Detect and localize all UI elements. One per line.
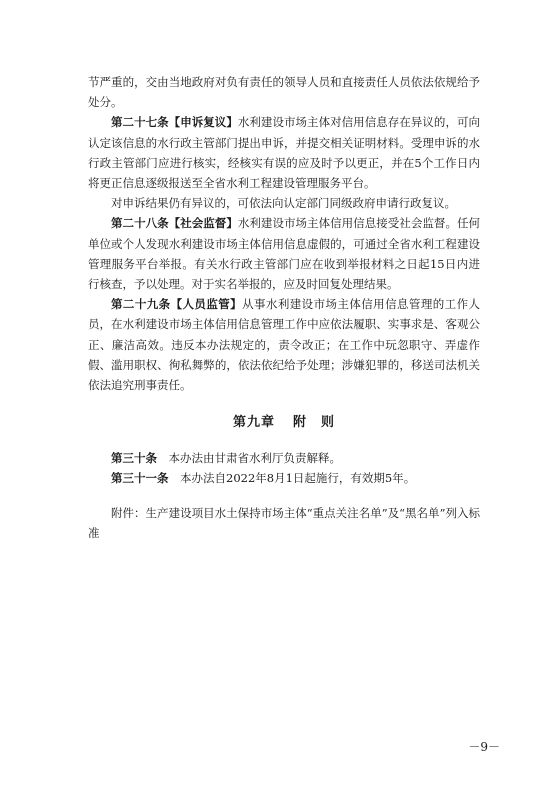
- article-28-text: 水利建设市场主体信用信息接受社会监督。任何单位或个人发现水利建设市场主体信用信息虚假的，可通过全省水利工程建设管理服务平台举报。有关水行政主管部门应在收到举报材料之日起15日内进行核查，予以处理。对于实名举报的，应及时回复处理结果。: [88, 216, 481, 292]
- paragraph-text: 节严重的，交由当地政府对负有责任的领导人员和直接责任人员依法依规给予处分。: [88, 75, 480, 110]
- article-27: [88, 112, 480, 193]
- article-27-paragraph-2: [88, 193, 480, 213]
- chapter-title: 附 则: [293, 415, 336, 431]
- attachment-note: [88, 503, 480, 543]
- article-31-text: 本办法自2022年8月1日起施行，有效期5年。: [180, 471, 416, 486]
- article-30: [88, 448, 480, 468]
- article-30-text: 本办法由甘肃省水利厅负责解释。: [168, 451, 341, 466]
- article-27-heading: 第二十七条【申诉复议】: [111, 115, 238, 130]
- article-29-heading: 第二十九条【人员监管】: [111, 297, 243, 312]
- article-31-heading: 第三十一条: [111, 471, 169, 486]
- chapter-number: 第九章: [232, 415, 275, 431]
- chapter-heading: [88, 411, 480, 430]
- article-29-text: 从事水利建设市场主体信用信息管理的工作人员，在水利建设市场主体信用信息管理工作中应依法履职、实事求是、客观公正、廉洁高效。违反本办法规定的，责令改正；在工作中玩忽职守、弄虚作假、滥用职权、徇私舞弊的，依法依纪给予处理；涉嫌犯罪的，移送司法机关依法追究刑事责任。: [88, 297, 481, 393]
- article-31: [88, 468, 480, 488]
- article-30-heading: 第三十条: [111, 451, 157, 466]
- document-body: [88, 72, 480, 543]
- article-28-heading: 第二十八条【社会监督】: [111, 216, 238, 231]
- page-number: －9－: [468, 740, 500, 754]
- article-29: [88, 294, 480, 395]
- article-28: [88, 213, 480, 294]
- paragraph-continuation: [88, 72, 480, 112]
- article-27-text-2: 对申诉结果仍有异议的，可依法向认定部门同级政府申请行政复议。: [111, 196, 456, 211]
- article-27-text: 水利建设市场主体对信用信息存在异议的，可向认定该信息的水行政主管部门提出申诉，并提交相关证明材料。受理申诉的水行政主管部门应进行核实，经核实有误的应及时予以更正，并在5个工作日内将更正信息逐级报送至全省水利工程建设管理服务平台。: [88, 115, 481, 191]
- attachment-text: 附件：生产建设项目水土保持市场主体“重点关注名单”及“黑名单”列入标准: [88, 505, 480, 540]
